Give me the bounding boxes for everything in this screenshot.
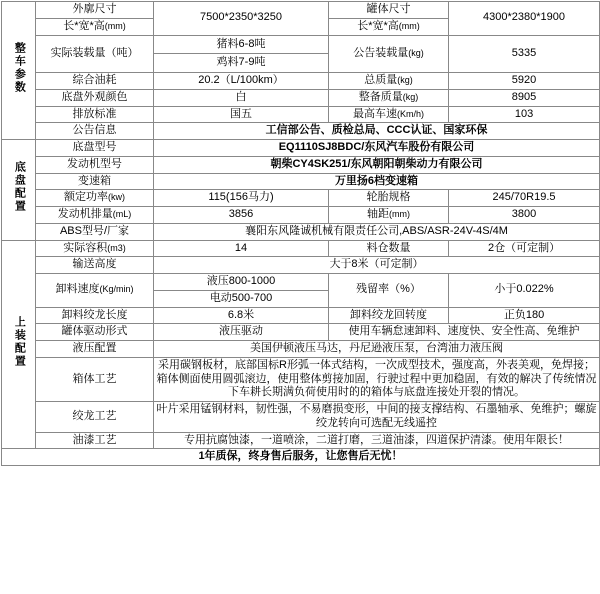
cell-value-displacement: 3856 [154, 207, 329, 224]
table-row [2, 307, 600, 324]
cell-value-actual-load [154, 35, 329, 73]
section-vehicle-label: 整车参数 [13, 42, 26, 95]
cell-label-bin-count: 料仓数量 [329, 240, 449, 257]
cell-value-gearbox: 万里扬6档变速箱 [154, 173, 600, 190]
cell-label-drive-type: 罐体驱动形式 [36, 324, 154, 341]
cell-label-paint-process: 油漆工艺 [36, 432, 154, 449]
table-row [2, 223, 600, 240]
cell-label-total-mass: 总质量(kg) [329, 73, 449, 90]
section-body-label: 上装配置 [13, 316, 26, 368]
cell-value-abs: 襄阳东风隆诚机械有限责任公司,ABS/ASR-24V-4S/4M [154, 223, 600, 240]
cell-value-drive-type: 液压驱动 [154, 324, 329, 341]
cell-label-outer-dim: 外廓尺寸 [36, 2, 154, 19]
cell-label-emission: 排放标准 [36, 106, 154, 123]
cell-value-engine-model: 朝柴CY4SK251/东风朝阳朝柴动力有限公司 [154, 156, 600, 173]
actual-load-chicken: 鸡料7-9吨 [216, 56, 266, 69]
cell-value-curb-mass: 8905 [449, 89, 600, 106]
cell-label-tire: 轮胎规格 [329, 190, 449, 207]
section-chassis-label: 底盘配置 [13, 161, 26, 214]
cell-value-auger-process: 叶片采用锰钢材料，韧性强，不易磨损变形，中间的接支撑结构、石墨轴承、免维护；螺旋绞龙转向可选配无线遥控 [154, 402, 600, 433]
cell-label-auger-rotation: 卸料绞龙回转度 [329, 307, 449, 324]
cell-label-unload-speed: 卸料速度(Kg/min) [36, 274, 154, 308]
cell-value-fuel: 20.2（L/100km） [154, 73, 329, 90]
cell-value-volume: 14 [154, 240, 329, 257]
table-row [2, 2, 600, 19]
table-row [2, 190, 600, 207]
cell-label-displacement: 发动机排量(mL) [36, 207, 154, 224]
cell-label-lwh-1: 长*宽*高(mm) [36, 18, 154, 35]
actual-load-pig: 猪料6-8吨 [154, 36, 328, 55]
cell-value-notice: 工信部公告、质检总局、CCC认证、国家环保 [154, 123, 600, 140]
table-row [2, 324, 600, 341]
section-body [2, 240, 36, 449]
table-row [2, 73, 600, 90]
cell-label-conveying-height: 输送高度 [36, 257, 154, 274]
cell-label-abs: ABS型号/厂家 [36, 223, 154, 240]
table-row [2, 402, 600, 433]
cell-value-conveying-height: 大于8米（可定制） [154, 257, 600, 274]
cell-label-chassis-model: 底盘型号 [36, 140, 154, 157]
table-row [2, 357, 600, 401]
cell-value-color: 白 [154, 89, 329, 106]
section-chassis [2, 140, 36, 241]
cell-value-bin-count: 2仓（可定制） [449, 240, 600, 257]
table-row [2, 449, 600, 466]
cell-label-hydraulic-config: 液压配置 [36, 341, 154, 358]
cell-value-max-speed: 103 [449, 106, 600, 123]
cell-value-tire: 245/70R19.5 [449, 190, 600, 207]
table-row [2, 106, 600, 123]
table-row [2, 207, 600, 224]
table-row [2, 89, 600, 106]
cell-label-volume: 实际容积(m3) [36, 240, 154, 257]
cell-value-unload-electric: 电动500-700 [154, 290, 329, 307]
cell-label-curb-mass: 整备质量(kg) [329, 89, 449, 106]
cell-label-max-speed: 最高车速(Km/h) [329, 106, 449, 123]
table-row [2, 123, 600, 140]
cell-value-emission: 国五 [154, 106, 329, 123]
cell-label-auger-length: 卸料绞龙长度 [36, 307, 154, 324]
cell-label-wheelbase: 轴距(mm) [329, 207, 449, 224]
cell-label-rated-power: 额定功率(kw) [36, 190, 154, 207]
cell-label-tank-dim: 罐体尺寸 [329, 2, 449, 19]
table-row [2, 240, 600, 257]
table-row [2, 257, 600, 274]
cell-value-residue: 小于0.022% [449, 274, 600, 308]
table-row [2, 432, 600, 449]
cell-label-notice: 公告信息 [36, 123, 154, 140]
table-row [2, 156, 600, 173]
cell-value-wheelbase: 3800 [449, 207, 600, 224]
cell-label-fuel: 综合油耗 [36, 73, 154, 90]
cell-value-total-mass: 5920 [449, 73, 600, 90]
cell-label-box-process: 箱体工艺 [36, 357, 154, 401]
table-row [2, 173, 600, 190]
cell-value-unload-hydraulic: 液压800-1000 [154, 274, 329, 291]
cell-value-rated-power: 115(156马力) [154, 190, 329, 207]
cell-label-lwh-2: 长*宽*高(mm) [329, 18, 449, 35]
cell-value-box-process: 采用碳钢板材，底部国标R形弧一体式结构，一次成型技术，强度高，外表美观，免焊接；箱体侧面使用圆弧滚边，使用整体剪接加固，行驶过程中更加稳固，有效的解决了传统情况下车耕长期满负荷使用时的的箱体与底盘连接处开裂的情况。 [154, 357, 600, 401]
table-row [2, 140, 600, 157]
cell-label-color: 底盘外观颜色 [36, 89, 154, 106]
table-row [2, 341, 600, 358]
cell-value-tank-dim: 4300*2380*1900 [449, 2, 600, 36]
table-row [2, 274, 600, 291]
table-row [2, 35, 600, 73]
cell-value-auger-length: 6.8米 [154, 307, 329, 324]
cell-label-auger-process: 绞龙工艺 [36, 402, 154, 433]
spec-table [1, 1, 600, 466]
cell-value-chassis-model: EQ1110SJ8BDC/东风汽车股份有限公司 [154, 140, 600, 157]
cell-value-outer-dim: 7500*2350*3250 [154, 2, 329, 36]
cell-label-declared-load: 公告装载量(kg) [329, 35, 449, 73]
cell-value-auger-rotation: 正负180 [449, 307, 600, 324]
section-vehicle [2, 2, 36, 140]
cell-value-hydraulic-config: 美国伊顿液压马达，丹尼逊液压泵，台湾油力液压阀 [154, 341, 600, 358]
warranty-footer: 1年质保，终身售后服务，让您售后无忧！ [2, 449, 600, 466]
cell-value-paint-process: 专用抗腐蚀漆，一道喷涂，二道打磨，三道油漆，四道保护清漆。使用年限长！ [154, 432, 600, 449]
cell-label-actual-load: 实际装载量（吨） [36, 35, 154, 73]
cell-label-residue: 残留率（%） [329, 274, 449, 308]
cell-label-engine-model: 发动机型号 [36, 156, 154, 173]
cell-value-declared-load: 5335 [449, 35, 600, 73]
cell-label-gearbox: 变速箱 [36, 173, 154, 190]
cell-value-drive-note: 使用车辆怠速卸料、速度快、安全性高、免维护 [329, 324, 600, 341]
